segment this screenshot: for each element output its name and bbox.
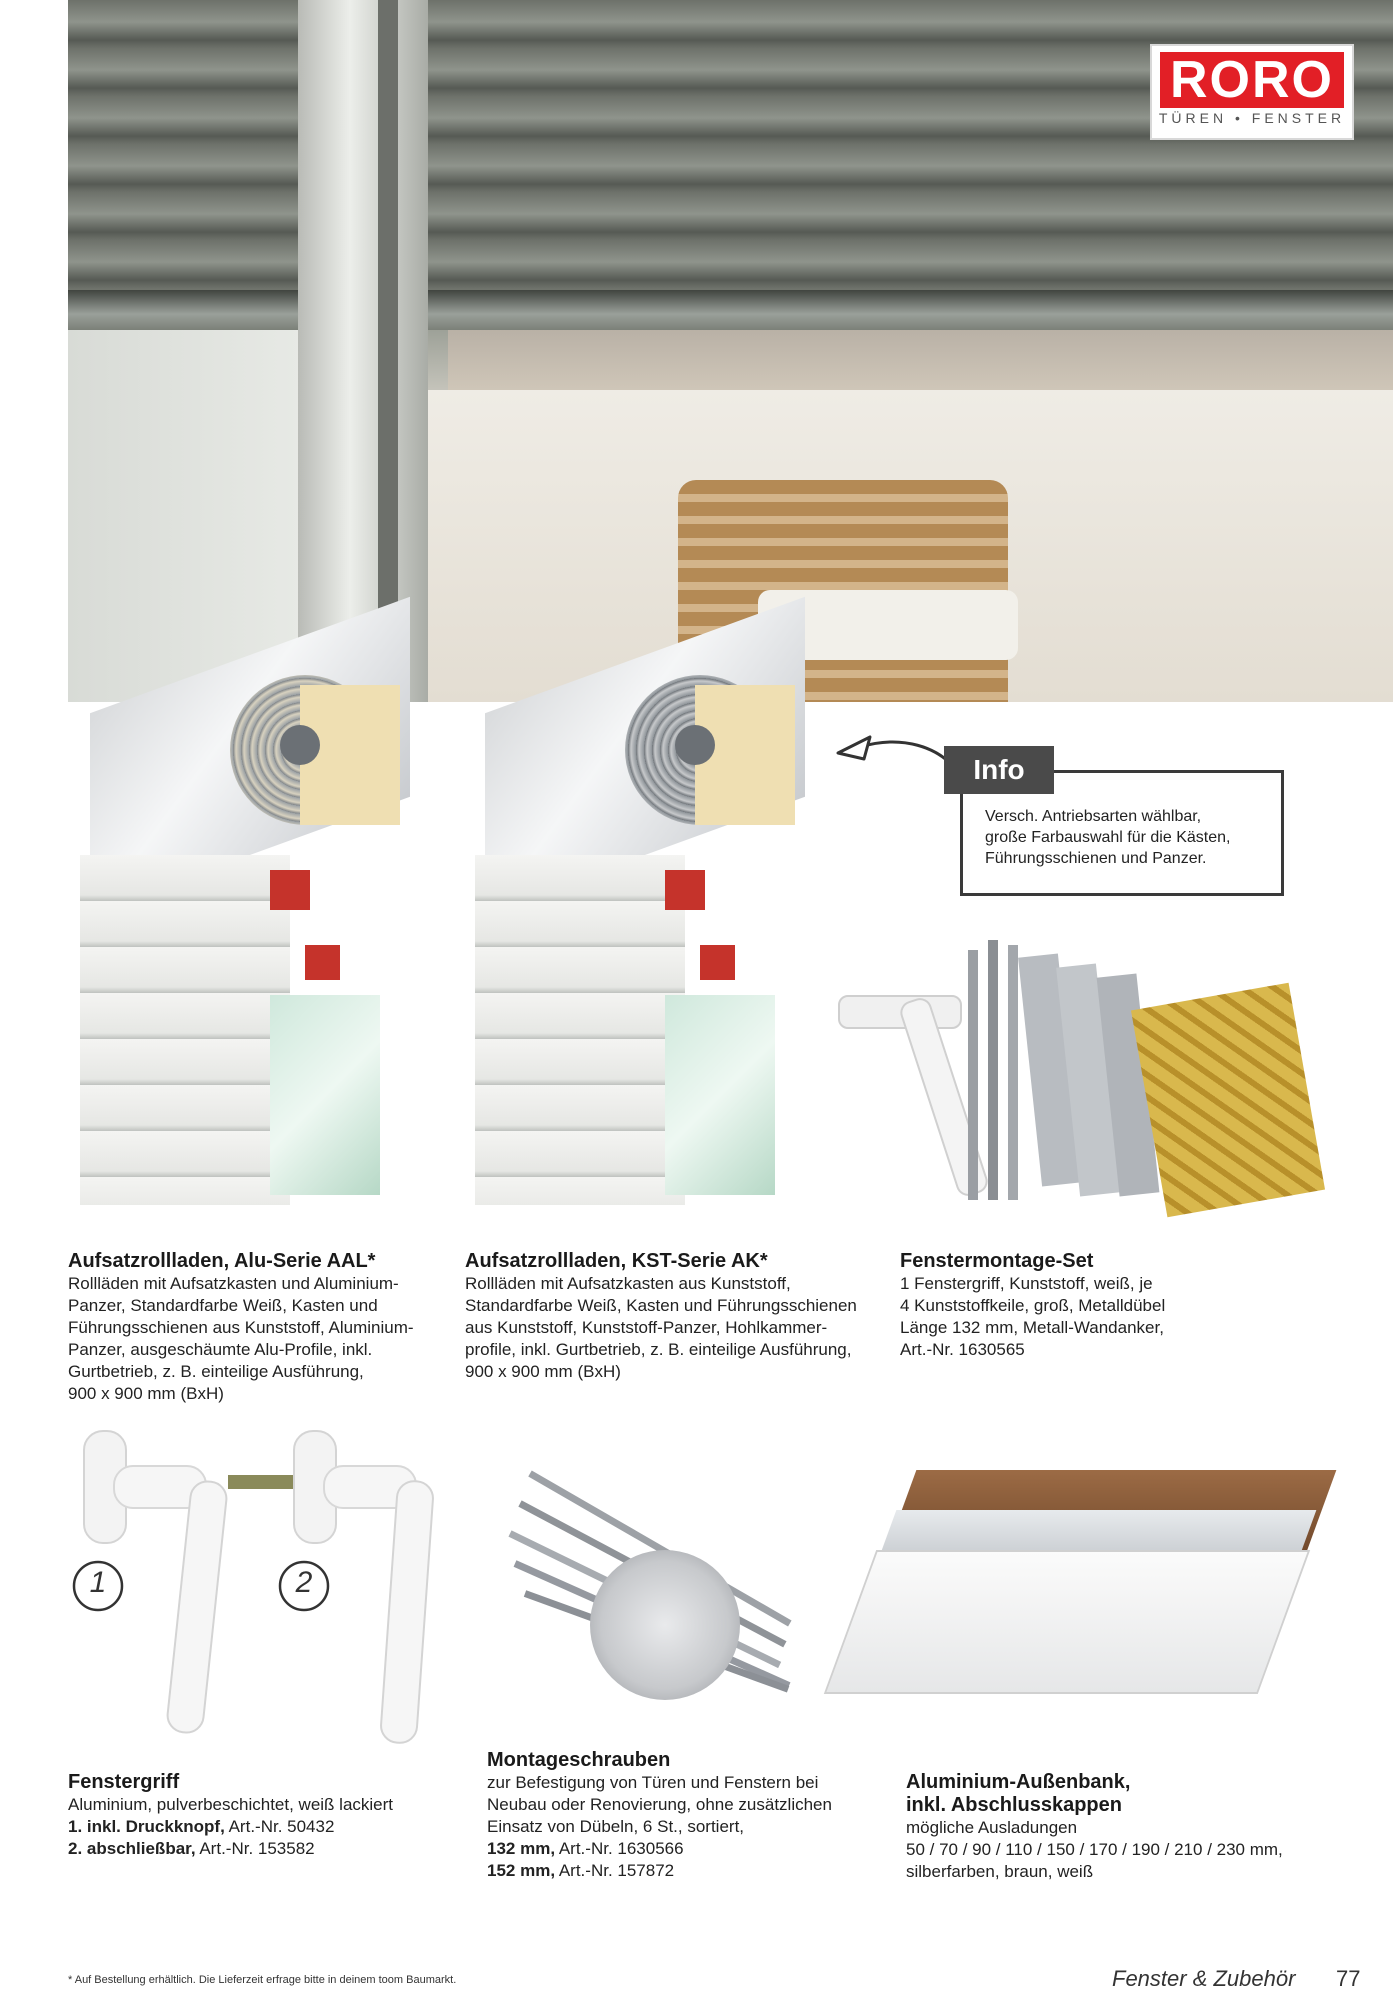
product-griff-description: [68, 1794, 488, 1860]
product-griff-title: Fenstergriff: [68, 1771, 180, 1793]
info-line: Versch. Antriebsarten wählbar,: [985, 808, 1202, 825]
product-aal-description: [68, 1273, 448, 1405]
number-1-label: 1: [89, 1566, 107, 1599]
desc-line: Standardfarbe Weiß, Kasten und Führungsschienen: [465, 1296, 857, 1315]
desc-line: Rollläden mit Aufsatzkasten aus Kunststoff,: [465, 1274, 791, 1293]
info-text: [985, 806, 1275, 869]
product-montage-set: [900, 1250, 1280, 1361]
product-aal-title: Aufsatzrollladen, Alu-Serie AAL*: [68, 1250, 376, 1272]
roro-logo: [1150, 44, 1354, 140]
desc-line: mögliche Ausladungen: [906, 1818, 1078, 1837]
desc-line: Einsatz von Dübeln, 6 St., sortiert,: [487, 1817, 745, 1836]
desc-line: profile, inkl. Gurtbetrieb, z. B. einteilige Ausführung,: [465, 1340, 852, 1359]
product-schrauben-title: Montageschrauben: [487, 1749, 671, 1771]
desc-line: 900 x 900 mm (BxH): [68, 1384, 224, 1403]
product-schrauben-description: [487, 1772, 887, 1882]
desc-line: aus Kunststoff, Kunststoff-Panzer, Hohlkammer-: [465, 1318, 828, 1337]
option-label: 132 mm,: [487, 1839, 556, 1858]
montage-set-image: [818, 935, 1323, 1255]
ak-shutter-cutaway-image: [465, 615, 825, 1210]
window-sill-image: [840, 1440, 1340, 1760]
desc-line: Aluminium, pulverbeschichtet, weiß lackiert: [68, 1795, 394, 1814]
option-label: 2. abschließbar,: [68, 1839, 196, 1858]
desc-line: zur Befestigung von Türen und Fenstern bei: [487, 1773, 819, 1792]
article-number: Art.-Nr. 1630566: [555, 1839, 684, 1858]
desc-line: 4 Kunststoffkeile, groß, Metalldübel: [900, 1296, 1166, 1315]
desc-line: Länge 132 mm, Metall-Wandanker,: [900, 1318, 1164, 1337]
product-aussenbank: [906, 1771, 1326, 1883]
number-2-label: 2: [295, 1566, 313, 1599]
desc-line: 1 Fenstergriff, Kunststoff, weiß, je: [900, 1274, 1153, 1293]
option-label: 152 mm,: [487, 1861, 556, 1880]
option-line: [487, 1860, 887, 1882]
section-title: Fenster & Zubehör: [1112, 1966, 1296, 1991]
product-schrauben: [487, 1749, 887, 1882]
desc-line: Gurtbetrieb, z. B. einteilige Ausführung,: [68, 1362, 364, 1381]
article-number: Art.-Nr. 157872: [555, 1861, 675, 1880]
desc-line: Führungsschienen aus Kunststoff, Aluminium-: [68, 1318, 414, 1337]
desc-line: Panzer, ausgeschäumte Alu-Profile, inkl.: [68, 1340, 373, 1359]
desc-line: silberfarben, braun, weiß: [906, 1862, 1094, 1881]
product-montage-set-description: [900, 1273, 1280, 1361]
product-aussenbank-title: Aluminium-Außenbank,: [906, 1771, 1131, 1793]
option-label: 1. inkl. Druckknopf,: [68, 1817, 225, 1836]
logo-tagline: TÜREN • FENSTER: [1158, 110, 1346, 126]
product-aussenbank-subtitle: inkl. Abschlusskappen: [906, 1794, 1122, 1816]
aal-shutter-cutaway-image: [70, 615, 430, 1210]
product-montage-set-title: Fenstermontage-Set: [900, 1250, 1094, 1272]
desc-line: 900 x 900 mm (BxH): [465, 1362, 621, 1381]
desc-line: Neubau oder Renovierung, ohne zusätzlichen: [487, 1795, 832, 1814]
desc-line: Panzer, Standardfarbe Weiß, Kasten und: [68, 1296, 378, 1315]
page-number: 77: [1336, 1966, 1361, 1991]
article-number: Art.-Nr. 50432: [224, 1817, 335, 1836]
desc-line: 50 / 70 / 90 / 110 / 150 / 170 / 190 / 210 / 230 mm,: [906, 1840, 1283, 1859]
article-number: Art.-Nr. 153582: [195, 1839, 315, 1858]
info-line: Führungsschienen und Panzer.: [985, 850, 1207, 867]
option-line: [487, 1838, 887, 1860]
footnote: * Auf Bestellung erhältlich. Die Lieferzeit erfrage bitte in deinem toom Baumarkt.: [68, 1974, 457, 1986]
product-ak-description: [465, 1273, 865, 1383]
info-label: Info: [944, 746, 1054, 794]
screws-image: [510, 1430, 840, 1710]
logo-wordmark: RORO: [1160, 52, 1344, 108]
product-aussenbank-description: [906, 1817, 1326, 1883]
product-aal: [68, 1250, 448, 1405]
info-line: große Farbauswahl für die Kästen,: [985, 829, 1231, 846]
option-line: [68, 1838, 488, 1860]
desc-line: Rollläden mit Aufsatzkasten und Aluminium-: [68, 1274, 399, 1293]
option-line: [68, 1816, 488, 1838]
desc-line: Art.-Nr. 1630565: [900, 1340, 1025, 1359]
product-ak-title: Aufsatzrollladen, KST-Serie AK*: [465, 1250, 768, 1272]
product-griff: [68, 1771, 488, 1860]
product-ak: [465, 1250, 865, 1383]
